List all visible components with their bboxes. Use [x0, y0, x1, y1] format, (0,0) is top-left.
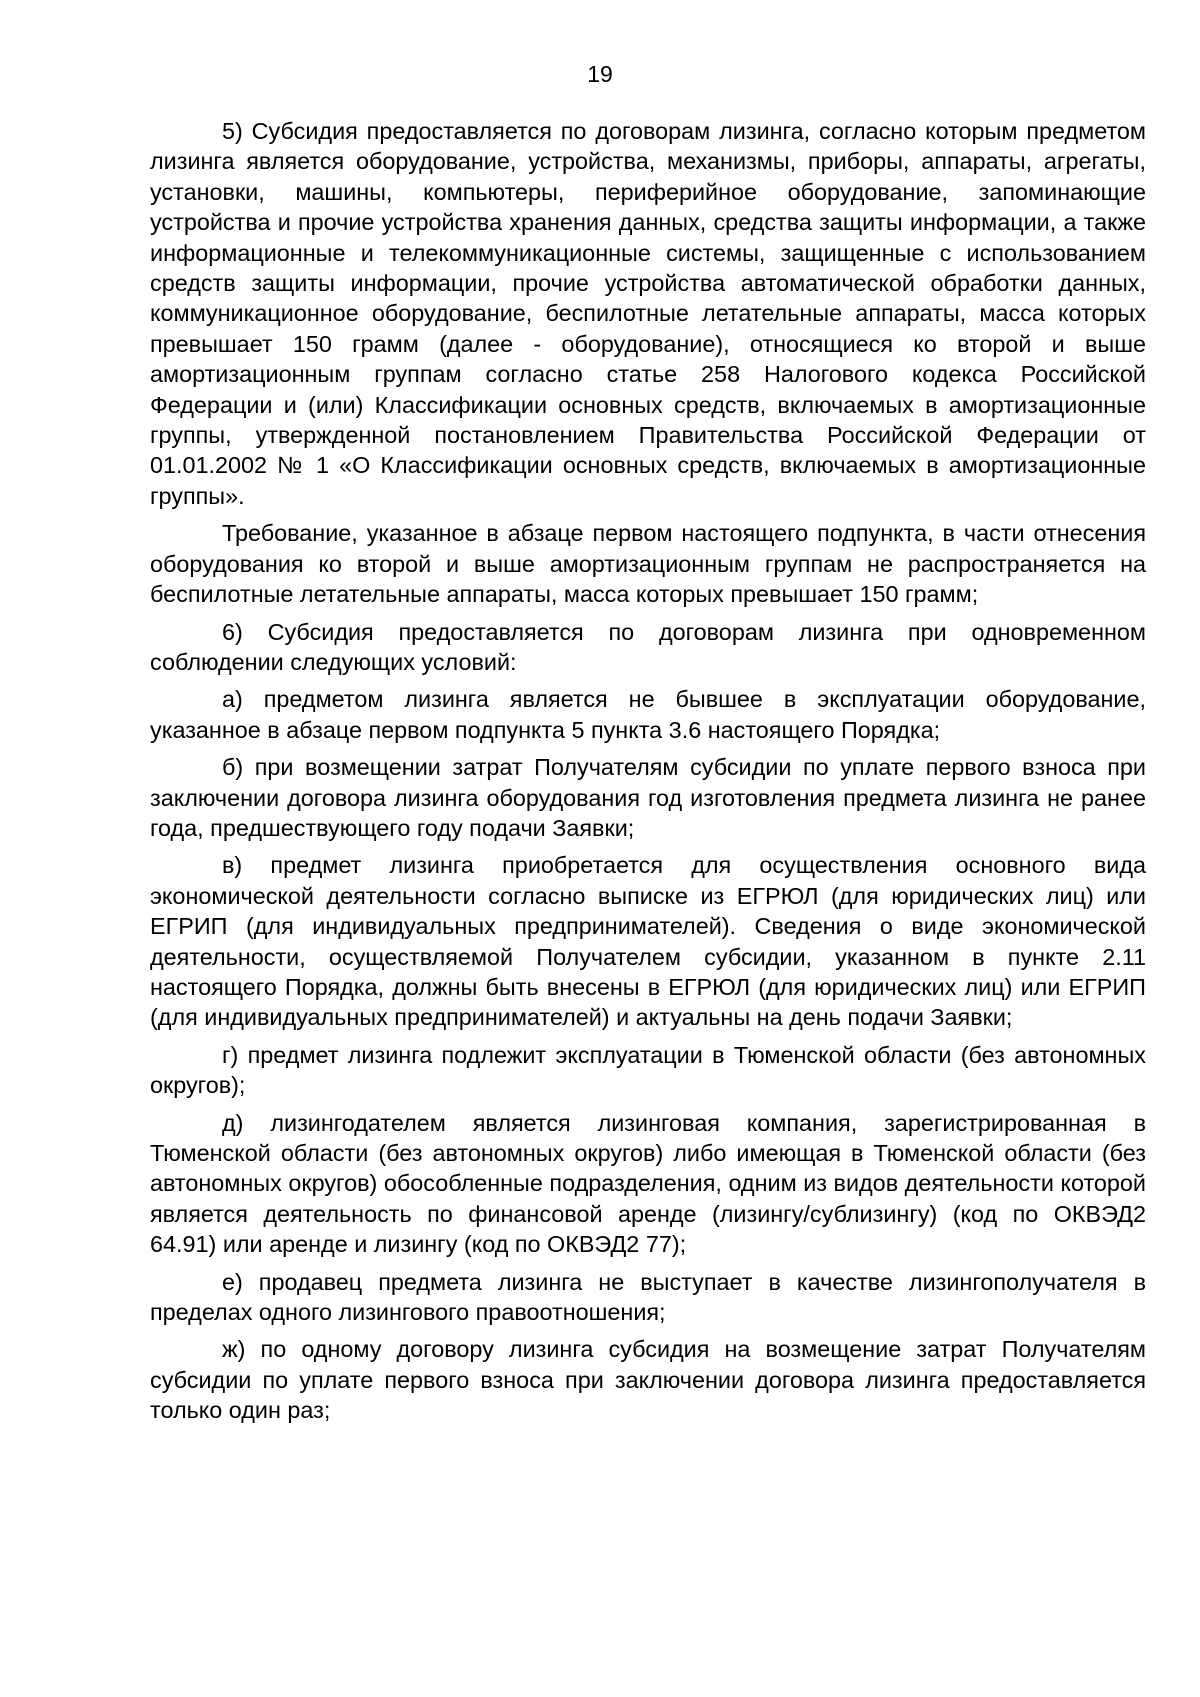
page-number: 19: [587, 61, 613, 87]
paragraph-subitem-5: 5) Субсидия предоставляется по договорам лизинга, согласно которым предметом лизинга является оборудование, устройства, механизмы, приборы, аппараты, агрегаты, установки, машины, компьютеры, периферийное оборудование, запоминающие устройства и прочие устройства хранения данных, средства защиты информации, а также информационные и телекоммуникационные системы, защищенные с использованием средств защиты информации, прочие устройства автоматической обработки данных, коммуникационное оборудование, беспилотные летательные аппараты, масса которых превышает 150 грамм (далее - оборудование), относящиеся ко второй и выше амортизационным группам согласно статье 258 Налогового кодекса Российской Федерации и (или) Классификации основных средств, включаемых в амортизационные группы, утвержденной постановлением Правительства Российской Федерации от 01.01.2002 № 1 «О Классификации основных средств, включаемых в амортизационные группы».: [150, 118, 1146, 509]
paragraph-requirement: Требование, указанное в абзаце первом настоящего подпункта, в части отнесения оборудования ко второй и выше амортизационным группам не распространяется на беспилотные летательные аппараты, масса которых превышает 150 грамм;: [150, 520, 1146, 608]
paragraph-condition-d: д) лизингодателем является лизинговая компания, зарегистрированная в Тюменской области (без автономных округов) либо имеющая в Тюменской области (без автономных округов) обособленные подразделения, одним из видов деятельности которой является деятельность по финансовой аренде (лизингу/сублизингу) (код по ОКВЭД2 64.91) или аренде и лизингу (код по ОКВЭД2 77);: [150, 1109, 1146, 1258]
document-body: [150, 116, 1146, 1433]
paragraph-condition-v: в) предмет лизинга приобретается для осуществления основного вида экономической деятельности согласно выписке из ЕГРЮЛ (для юридических лиц) или ЕГРИП (для индивидуальных предпринимателей). Сведения о виде экономической деятельности, осуществляемой Получателем субсидии, указанном в пункте 2.11 настоящего Порядка, должны быть внесены в ЕГРЮЛ (для юридических лиц) или ЕГРИП (для индивидуальных предпринимателей) и актуальны на день подачи Заявки;: [150, 852, 1146, 1031]
paragraph-condition-zh: ж) по одному договору лизинга субсидия на возмещение затрат Получателям субсидии по уплате первого взноса при заключении договора лизинга предоставляется только один раз;: [150, 1336, 1146, 1424]
paragraph-subitem-6: 6) Субсидия предоставляется по договорам лизинга при одновременном соблюдении следующих условий:: [150, 618, 1146, 675]
paragraph-condition-g: г) предмет лизинга подлежит эксплуатации в Тюменской области (без автономных округов);: [150, 1041, 1146, 1099]
paragraph-condition-b: б) при возмещении затрат Получателям субсидии по уплате первого взноса при заключении договора лизинга оборудования год изготовления предмета лизинга не ранее года, предшествующего году подачи Заявки;: [150, 754, 1146, 841]
paragraph-condition-e: е) продавец предмета лизинга не выступает в качестве лизингополучателя в пределах одного лизингового правоотношения;: [150, 1268, 1146, 1326]
paragraph-condition-a: а) предметом лизинга является не бывшее в эксплуатации оборудование, указанное в абзаце первом подпункта 5 пункта 3.6 настоящего Порядка;: [150, 686, 1146, 743]
